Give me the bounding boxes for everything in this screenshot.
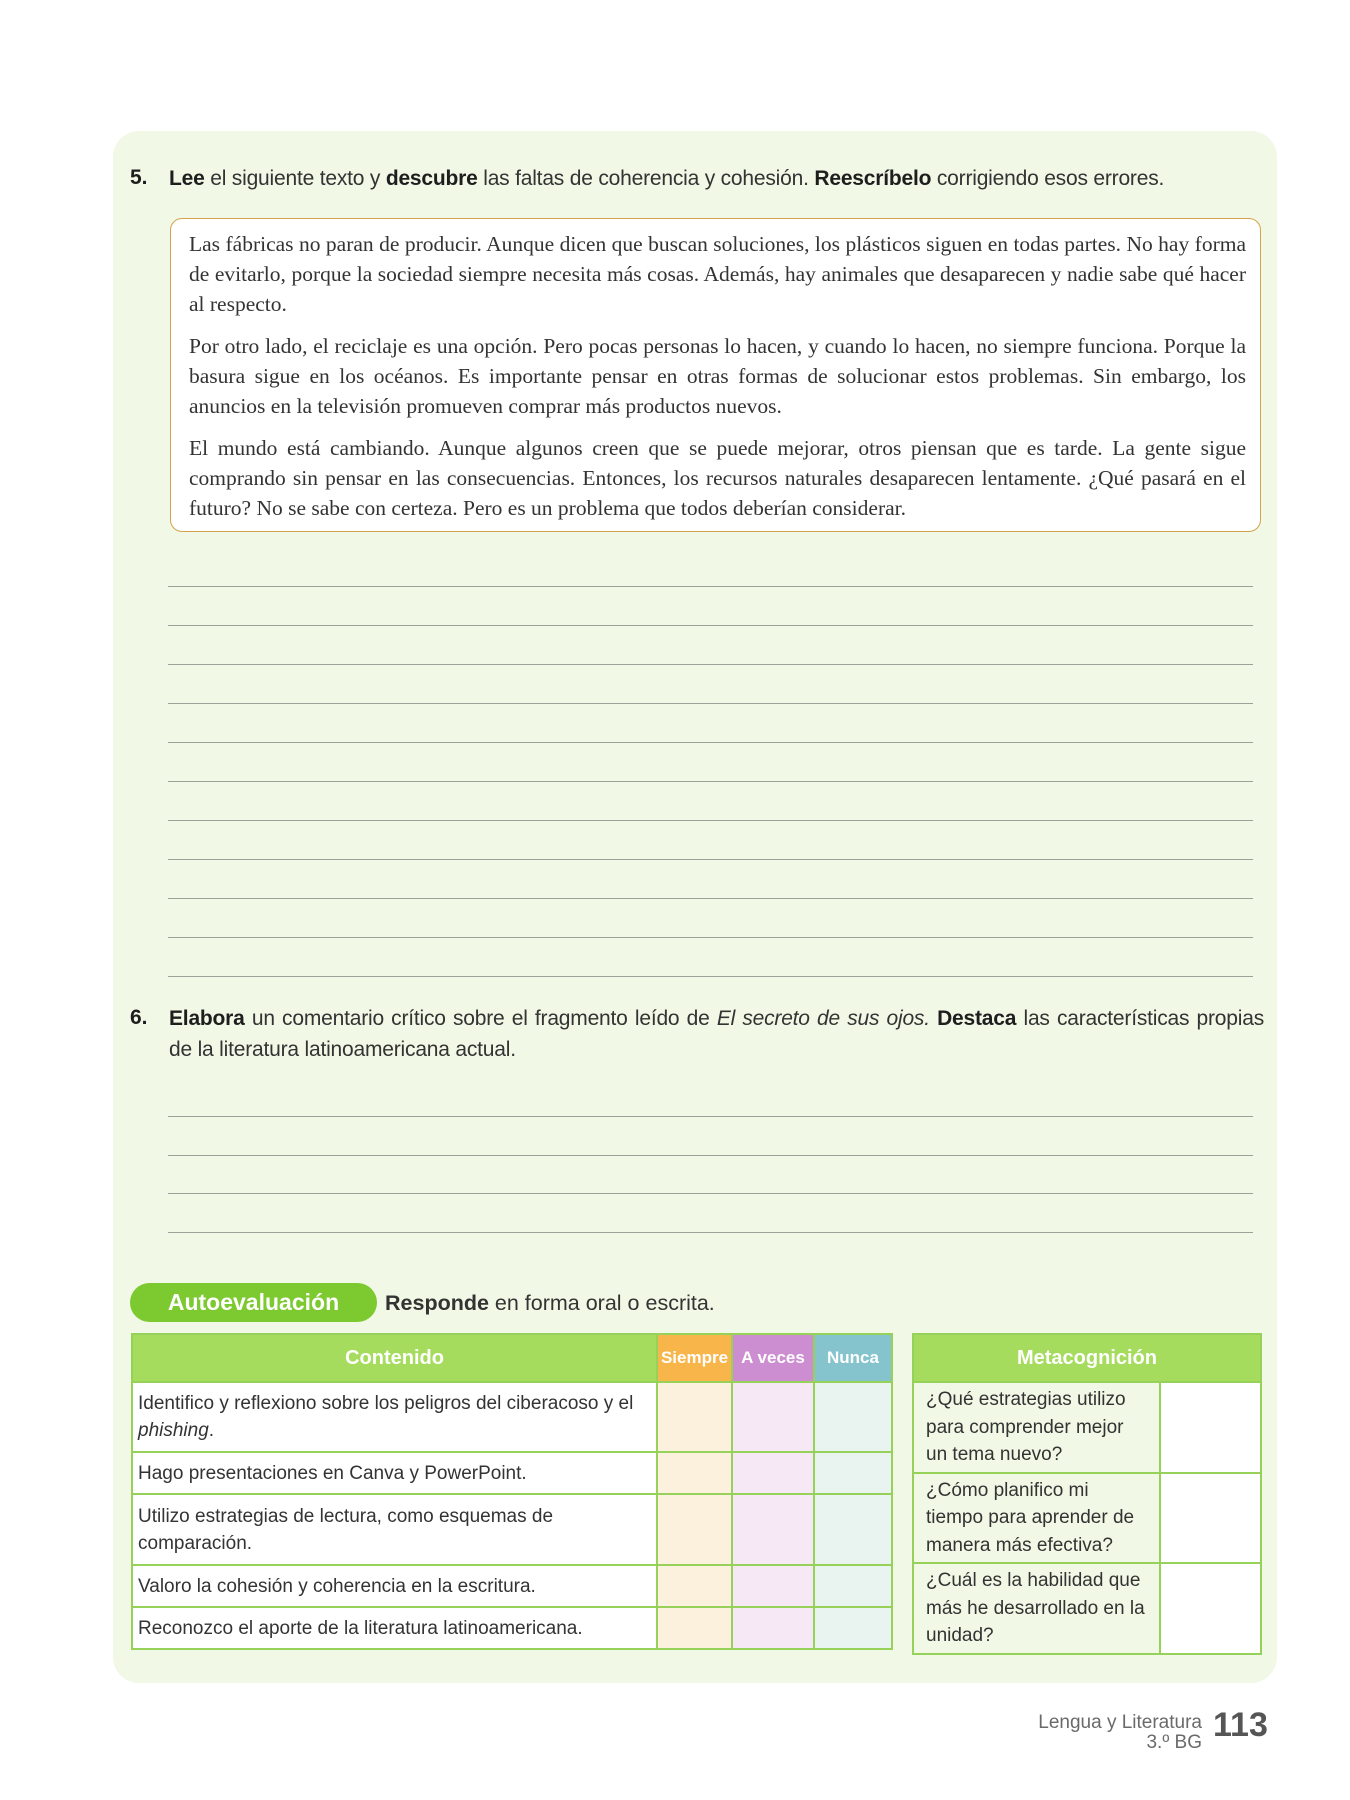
metacognicion-table: [912, 1333, 1262, 1655]
answer-line[interactable]: [168, 586, 1253, 587]
question-6-prompt: [169, 1003, 1264, 1065]
answer-line[interactable]: [168, 1232, 1253, 1233]
q5-text: las faltas de coherencia y cohesión.: [477, 167, 815, 190]
nunca-checkbox[interactable]: [814, 1494, 892, 1565]
cell-italic-text: phishing: [138, 1420, 209, 1441]
table-row: [132, 1382, 892, 1452]
a-veces-checkbox[interactable]: [732, 1382, 814, 1452]
contenido-cell: [132, 1382, 657, 1452]
footer-subject: Lengua y Literatura: [1038, 1712, 1202, 1733]
siempre-checkbox[interactable]: [657, 1494, 732, 1565]
q6-text: [930, 1007, 937, 1030]
metacognicion-answer-cell[interactable]: [1160, 1382, 1261, 1473]
instruction-verb: Responde: [385, 1291, 489, 1315]
answer-line[interactable]: [168, 703, 1253, 704]
q5-text: el siguiente texto y: [204, 167, 386, 190]
question-5-number: 5.: [130, 166, 148, 189]
a-veces-checkbox[interactable]: [732, 1565, 814, 1607]
answer-line[interactable]: [168, 664, 1253, 665]
reading-paragraph-1: Las fábricas no paran de producir. Aunque dicen que buscan soluciones, los plásticos siguen en todas partes. No hay forma de evitarlo, porque la sociedad siempre necesita más cosas. Además, hay animales que desaparecen y nadie sabe qué hacer al respecto.: [189, 232, 1246, 316]
q5-text: corrigiendo esos errores.: [931, 167, 1165, 190]
contenido-cell: Utilizo estrategias de lectura, como esquemas de comparación.: [132, 1494, 657, 1565]
metacognicion-question: ¿Cuál es la habilidad que más he desarrollado en la unidad?: [913, 1563, 1160, 1654]
header-siempre: Siempre: [657, 1334, 732, 1382]
answer-line[interactable]: [168, 1193, 1253, 1194]
reading-paragraph-3: El mundo está cambiando. Aunque algunos creen que se puede mejorar, otros piensan que es tarde. La gente sigue comprando sin pensar en las consecuencias. Entonces, los recursos naturales desaparecen lentamente. ¿Qué pasará en el futuro? No se sabe con certeza. Pero es un problema que todos deberían considerar.: [189, 436, 1246, 520]
a-veces-checkbox[interactable]: [732, 1494, 814, 1565]
table-row: [132, 1452, 892, 1494]
table-row: [913, 1563, 1261, 1654]
cell-text: .: [208, 1420, 215, 1441]
a-veces-checkbox[interactable]: [732, 1452, 814, 1494]
question-6-number: 6.: [130, 1006, 148, 1029]
footer-grade: 3.º BG: [1146, 1732, 1202, 1753]
metacognicion-question: ¿Qué estrategias utilizo para comprender mejor un tema nuevo?: [913, 1382, 1160, 1473]
reading-text-box: [170, 218, 1261, 532]
table-row: [132, 1607, 892, 1649]
reading-paragraph-2: Por otro lado, el reciclaje es una opción. Pero pocas personas lo hacen, y cuando lo hacen, no siempre funciona. Porque la basura sigue en los océanos. Es importante pensar en otras formas de solucionar estos problemas. Sin embargo, los anuncios en la televisión promueven comprar más productos nuevos.: [189, 334, 1246, 418]
header-contenido: Contenido: [132, 1334, 657, 1382]
metacognicion-answer-cell[interactable]: [1160, 1563, 1261, 1654]
contenido-cell: Hago presentaciones en Canva y PowerPoint.: [132, 1452, 657, 1494]
siempre-checkbox[interactable]: [657, 1452, 732, 1494]
q6-verb-elabora: Elabora: [169, 1007, 245, 1030]
contenido-header-row: [132, 1334, 892, 1382]
q5-verb-reescribelo: Reescríbelo: [814, 167, 932, 190]
siempre-checkbox[interactable]: [657, 1382, 732, 1452]
metacognicion-answer-cell[interactable]: [1160, 1473, 1261, 1564]
answer-line[interactable]: [168, 781, 1253, 782]
metacognicion-question: ¿Cómo planifico mi tiempo para aprender de manera más efectiva?: [913, 1473, 1160, 1564]
nunca-checkbox[interactable]: [814, 1607, 892, 1649]
q6-book-title: El secreto de sus ojos.: [716, 1007, 930, 1030]
answer-line[interactable]: [168, 898, 1253, 899]
nunca-checkbox[interactable]: [814, 1452, 892, 1494]
q5-verb-lee: Lee: [169, 167, 205, 190]
contenido-cell: Reconozco el aporte de la literatura latinoamericana.: [132, 1607, 657, 1649]
answer-line[interactable]: [168, 1155, 1253, 1156]
a-veces-checkbox[interactable]: [732, 1607, 814, 1649]
contenido-table: [131, 1333, 893, 1650]
answer-line[interactable]: [168, 820, 1253, 821]
contenido-cell: Valoro la cohesión y coherencia en la escritura.: [132, 1565, 657, 1607]
footer-book-title: [1038, 1713, 1202, 1753]
header-nunca: Nunca: [814, 1334, 892, 1382]
table-row: [913, 1473, 1261, 1564]
answer-line[interactable]: [168, 742, 1253, 743]
q5-verb-descubre: descubre: [385, 167, 478, 190]
nunca-checkbox[interactable]: [814, 1382, 892, 1452]
autoevaluacion-instruction: [385, 1286, 715, 1320]
instruction-text: en forma oral o escrita.: [488, 1291, 715, 1315]
answer-line[interactable]: [168, 625, 1253, 626]
q6-text: un comentario crítico sobre el fragmento leído de: [244, 1007, 717, 1030]
autoevaluacion-badge: Autoevaluación: [130, 1283, 377, 1322]
answer-line[interactable]: [168, 1116, 1253, 1117]
nunca-checkbox[interactable]: [814, 1565, 892, 1607]
table-row: [132, 1565, 892, 1607]
metacognicion-header-row: [913, 1334, 1261, 1382]
answer-line[interactable]: [168, 859, 1253, 860]
header-a-veces: A veces: [732, 1334, 814, 1382]
page-number: 113: [1213, 1706, 1268, 1744]
q6-text: las características propias de la literatura latinoamericana actual.: [169, 1007, 1265, 1061]
siempre-checkbox[interactable]: [657, 1565, 732, 1607]
table-row: [913, 1382, 1261, 1473]
answer-line[interactable]: [168, 976, 1253, 977]
header-metacognicion: Metacognición: [913, 1334, 1261, 1382]
question-5-prompt: [169, 163, 1269, 194]
siempre-checkbox[interactable]: [657, 1607, 732, 1649]
q6-verb-destaca: Destaca: [937, 1007, 1017, 1030]
table-row: [132, 1494, 892, 1565]
answer-line[interactable]: [168, 937, 1253, 938]
cell-text: Identifico y reflexiono sobre los peligros del ciberacoso y el: [138, 1393, 634, 1414]
